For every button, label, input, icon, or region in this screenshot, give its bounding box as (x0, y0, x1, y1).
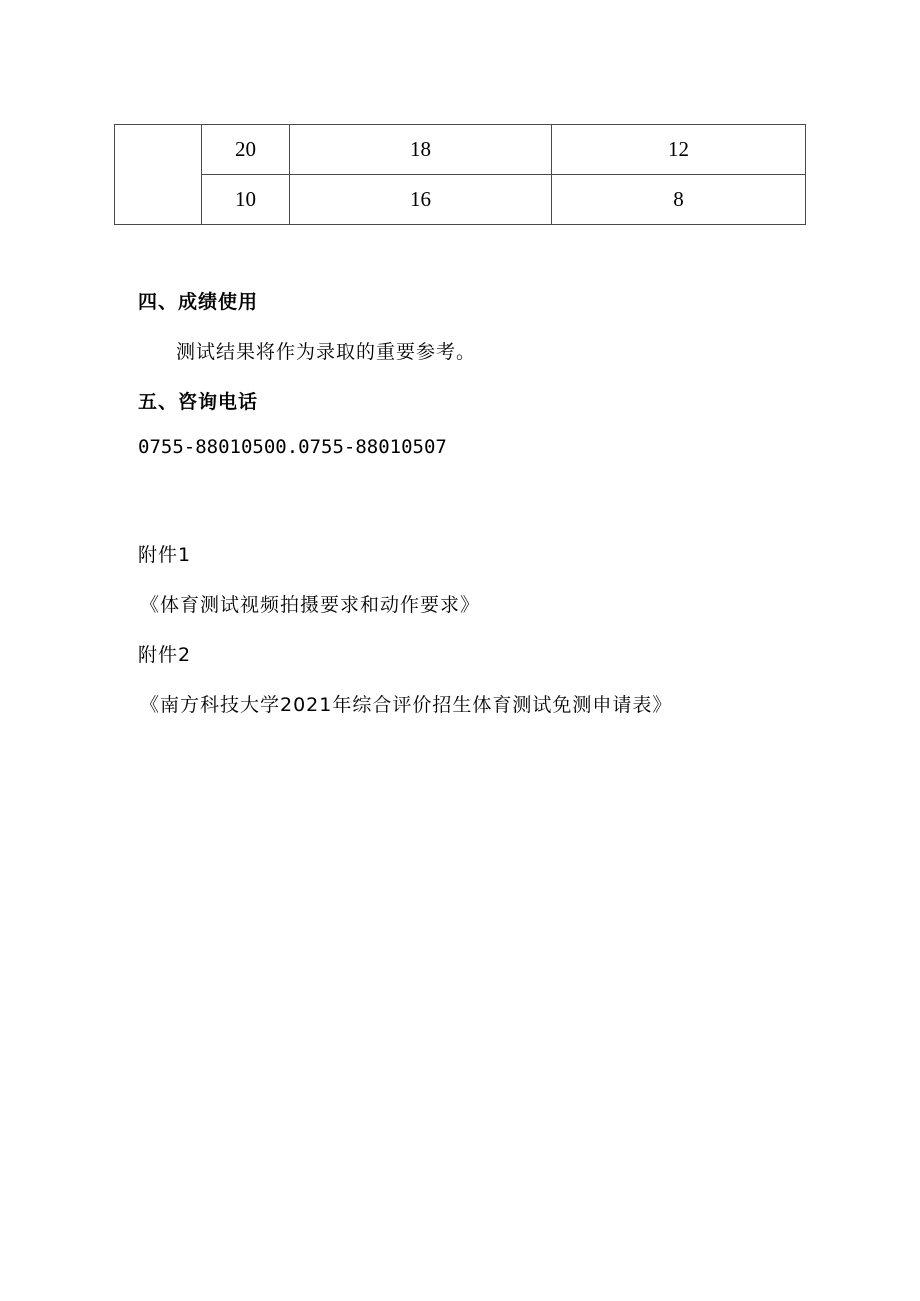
table-cell: 16 (290, 175, 552, 225)
table-row (115, 175, 806, 225)
attachment-1-title: 《体育测试视频拍摄要求和动作要求》 (140, 594, 481, 616)
score-table (114, 124, 806, 225)
attachment-1-label: 附件1 (138, 544, 192, 566)
table-cell: 20 (202, 125, 290, 175)
attachment-2-label: 附件2 (138, 644, 192, 666)
attachment-2-title: 《南方科技大学2021年综合评价招生体育测试免测申请表》 (140, 694, 673, 716)
table-cell: 18 (290, 125, 552, 175)
table-cell: 8 (552, 175, 806, 225)
table-cell: 10 (202, 175, 290, 225)
section-four-heading: 四、成绩使用 (138, 291, 259, 313)
phone-numbers: 0755-88010500.0755-88010507 (138, 436, 447, 458)
table-cell: 12 (552, 125, 806, 175)
table-cell-merged (115, 125, 202, 225)
section-five-heading: 五、咨询电话 (138, 391, 259, 413)
table-row (115, 125, 806, 175)
section-four-text: 测试结果将作为录取的重要参考。 (176, 341, 477, 363)
